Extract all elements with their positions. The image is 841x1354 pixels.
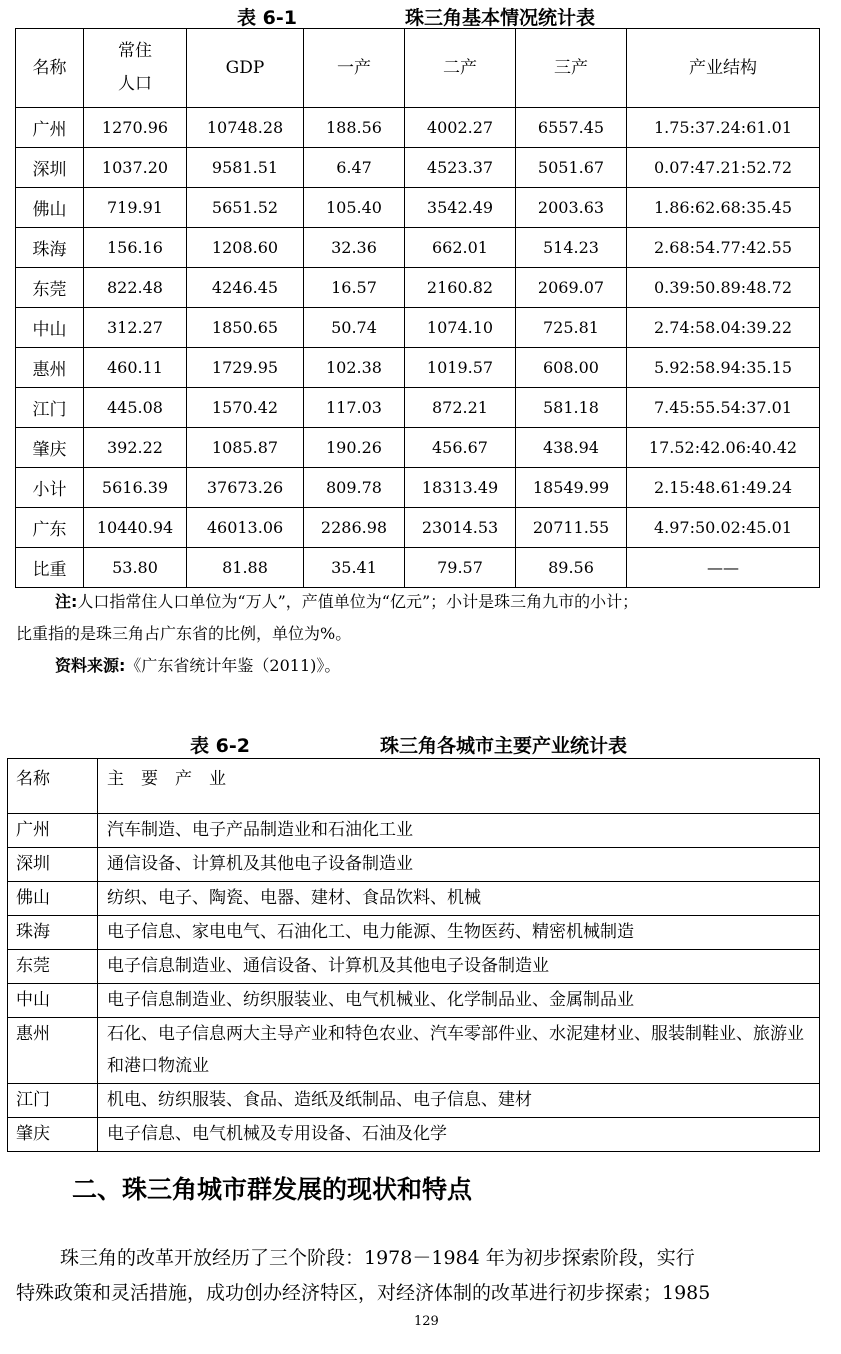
table-cell: 20711.55 [516,508,627,548]
table-cell: 1019.57 [405,348,516,388]
table1-header-row [16,29,820,108]
table-cell: 0.07:47.21:52.72 [627,148,820,188]
header-population-line2: 人口 [118,74,152,94]
table-cell: 1850.65 [187,308,304,348]
table-cell: 102.38 [304,348,405,388]
table-cell: 0.39:50.89:48.72 [627,268,820,308]
table-cell: 608.00 [516,348,627,388]
city-name-cell: 佛山 [16,188,84,228]
city-name-cell: 佛山 [8,882,98,916]
table-cell: 89.56 [516,548,627,588]
table2-title: 珠三角各城市主要产业统计表 [380,735,628,757]
table-cell: 872.21 [405,388,516,428]
city-name-cell: 比重 [16,548,84,588]
city-name-cell: 中山 [8,984,98,1018]
table2-row [8,882,820,916]
header-main-industry: 主 要 产 业 [98,759,820,814]
basic-stats-table [15,28,820,588]
table2-row [8,950,820,984]
header-tertiary: 三产 [516,29,627,108]
city-name-cell: 江门 [8,1084,98,1118]
table-cell: 312.27 [84,308,187,348]
table-cell: 35.41 [304,548,405,588]
note-line1 [55,586,638,618]
table2-row [8,1118,820,1152]
table1-body [16,108,820,588]
header-city: 名称 [8,759,98,814]
table2-row [8,814,820,848]
table-cell: 156.16 [84,228,187,268]
table1-title: 珠三角基本情况统计表 [405,7,596,29]
table-cell: 822.48 [84,268,187,308]
table-cell: 16.57 [304,268,405,308]
table-cell: 5.92:58.94:35.15 [627,348,820,388]
table-cell: 445.08 [84,388,187,428]
table2-label: 表 6-2 [190,735,250,757]
table-cell: 438.94 [516,428,627,468]
note-line2: 比重指的是珠三角占广东省的比例，单位为%。 [16,624,352,643]
section-heading: 二、珠三角城市群发展的现状和特点 [72,1175,473,1204]
table-cell: 23014.53 [405,508,516,548]
table-cell: 809.78 [304,468,405,508]
table-cell: 190.26 [304,428,405,468]
industry-cell: 通信设备、计算机及其他电子设备制造业 [98,848,820,882]
city-name-cell: 珠海 [16,228,84,268]
table1-row [16,108,820,148]
industry-cell: 电子信息制造业、通信设备、计算机及其他电子设备制造业 [98,950,820,984]
table-cell: 514.23 [516,228,627,268]
table-cell: 79.57 [405,548,516,588]
city-name-cell: 东莞 [16,268,84,308]
table-cell: —— [627,548,820,588]
city-name-cell: 中山 [16,308,84,348]
city-name-cell: 广州 [16,108,84,148]
city-name-cell: 惠州 [8,1018,98,1084]
table1-row [16,228,820,268]
table-cell: 460.11 [84,348,187,388]
table1-row [16,388,820,428]
industry-cell: 机电、纺织服装、食品、造纸及纸制品、电子信息、建材 [98,1084,820,1118]
table-cell: 1037.20 [84,148,187,188]
city-name-cell: 肇庆 [16,428,84,468]
table-cell: 18549.99 [516,468,627,508]
table1-row [16,268,820,308]
table2-body [8,814,820,1152]
industry-cell: 汽车制造、电子产品制造业和石油化工业 [98,814,820,848]
table2-header-row [8,759,820,814]
table2-row [8,1018,820,1084]
source-label: 资料来源: [55,656,126,675]
table-cell: 46013.06 [187,508,304,548]
table-cell: 6557.45 [516,108,627,148]
table2-row [8,848,820,882]
table-cell: 32.36 [304,228,405,268]
table-cell: 105.40 [304,188,405,228]
header-population-line1: 常住 [118,41,152,61]
table-cell: 81.88 [187,548,304,588]
city-name-cell: 肇庆 [8,1118,98,1152]
industry-table [7,758,820,1152]
header-structure: 产业结构 [627,29,820,108]
city-name-cell: 广东 [16,508,84,548]
table2-row [8,1084,820,1118]
table-cell: 2.74:58.04:39.22 [627,308,820,348]
city-name-cell: 惠州 [16,348,84,388]
table-cell: 1085.87 [187,428,304,468]
industry-cell: 电子信息、电气机械及专用设备、石油及化学 [98,1118,820,1152]
city-name-cell: 深圳 [8,848,98,882]
table-cell: 2286.98 [304,508,405,548]
table-cell: 581.18 [516,388,627,428]
table1-label: 表 6-1 [237,7,297,29]
table-cell: 1.86:62.68:35.45 [627,188,820,228]
industry-cell: 纺织、电子、陶瓷、电器、建材、食品饮料、机械 [98,882,820,916]
table-cell: 17.52:42.06:40.42 [627,428,820,468]
city-name-cell: 广州 [8,814,98,848]
table-cell: 117.03 [304,388,405,428]
source-line [55,650,340,682]
table-cell: 10748.28 [187,108,304,148]
paragraph-line1: 珠三角的改革开放经历了三个阶段：1978－1984 年为初步探索阶段，实行 [60,1247,695,1269]
table-cell: 9581.51 [187,148,304,188]
city-name-cell: 珠海 [8,916,98,950]
header-gdp: GDP [187,29,304,108]
table-cell: 50.74 [304,308,405,348]
table-cell: 18313.49 [405,468,516,508]
table-cell: 1208.60 [187,228,304,268]
table-cell: 719.91 [84,188,187,228]
table-cell: 1.75:37.24:61.01 [627,108,820,148]
table1-row [16,428,820,468]
table-cell: 2069.07 [516,268,627,308]
table-cell: 1729.95 [187,348,304,388]
table-cell: 5616.39 [84,468,187,508]
city-name-cell: 东莞 [8,950,98,984]
table-cell: 5651.52 [187,188,304,228]
header-name: 名称 [16,29,84,108]
table1-row [16,508,820,548]
table1-row [16,348,820,388]
table-cell: 7.45:55.54:37.01 [627,388,820,428]
table-cell: 4.97:50.02:45.01 [627,508,820,548]
table-cell: 392.22 [84,428,187,468]
page-number: 129 [414,1314,439,1329]
table1-row [16,148,820,188]
header-population [84,29,187,108]
table-cell: 1074.10 [405,308,516,348]
note-label: 注: [55,592,78,611]
table-cell: 4246.45 [187,268,304,308]
table1-row [16,188,820,228]
table-cell: 4002.27 [405,108,516,148]
table-cell: 2160.82 [405,268,516,308]
note-text: 人口指常住人口单位为“万人”，产值单位为“亿元”；小计是珠三角九市的小计； [77,592,639,611]
table-cell: 188.56 [304,108,405,148]
city-name-cell: 小计 [16,468,84,508]
table1-row [16,468,820,508]
table-cell: 3542.49 [405,188,516,228]
table-cell: 1270.96 [84,108,187,148]
industry-cell: 电子信息制造业、纺织服装业、电气机械业、化学制品业、金属制品业 [98,984,820,1018]
table-cell: 6.47 [304,148,405,188]
industry-cell: 电子信息、家电电气、石油化工、电力能源、生物医药、精密机械制造 [98,916,820,950]
header-primary: 一产 [304,29,405,108]
city-name-cell: 江门 [16,388,84,428]
table-cell: 53.80 [84,548,187,588]
table2-row [8,984,820,1018]
header-secondary: 二产 [405,29,516,108]
table2-row [8,916,820,950]
table-cell: 37673.26 [187,468,304,508]
table-cell: 2003.63 [516,188,627,228]
paragraph-line2: 特殊政策和灵活措施，成功创办经济特区，对经济体制的改革进行初步探索；1985 [16,1282,711,1304]
table-cell: 4523.37 [405,148,516,188]
table-cell: 725.81 [516,308,627,348]
table-cell: 5051.67 [516,148,627,188]
source-text: 《广东省统计年鉴（2011)》。 [125,656,341,675]
table1-row [16,548,820,588]
industry-cell: 石化、电子信息两大主导产业和特色农业、汽车零部件业、水泥建材业、服装制鞋业、旅游业和港口物流业 [98,1018,820,1084]
table-cell: 456.67 [405,428,516,468]
table-cell: 10440.94 [84,508,187,548]
table-cell: 2.68:54.77:42.55 [627,228,820,268]
table-cell: 662.01 [405,228,516,268]
table-cell: 2.15:48.61:49.24 [627,468,820,508]
table1-row [16,308,820,348]
city-name-cell: 深圳 [16,148,84,188]
table-cell: 1570.42 [187,388,304,428]
